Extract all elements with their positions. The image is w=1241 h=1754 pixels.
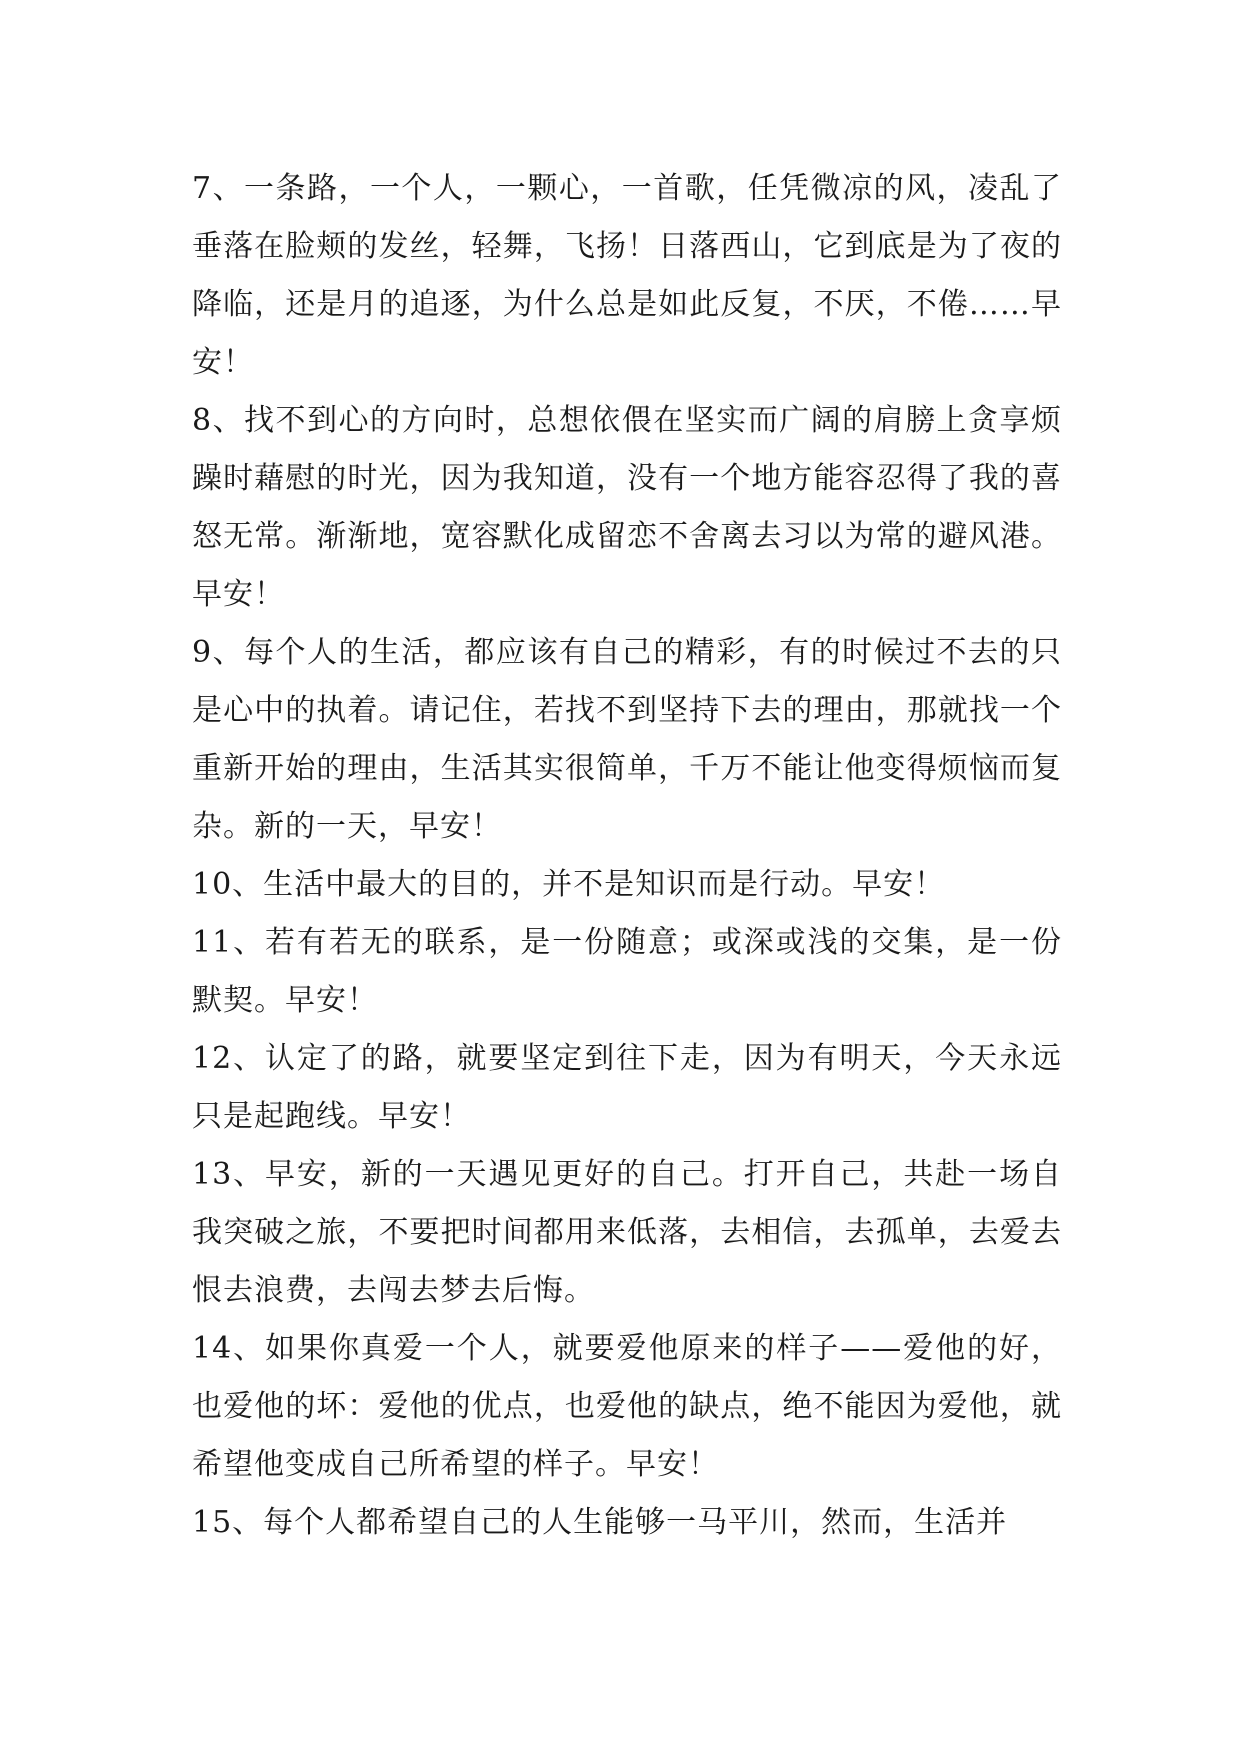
- document-body: [192, 160, 1062, 1552]
- paragraph-10: 10、生活中最大的目的，并不是知识而是行动。早安！: [192, 867, 946, 902]
- paragraph-15: 15、每个人都希望自己的人生能够一马平川，然而，生活并: [192, 1505, 1008, 1540]
- paragraph-7: 7、一条路，一个人，一颗心，一首歌，任凭微凉的风，凌乱了垂落在脸颊的发丝，轻舞，飞扬！日落西山，它到底是为了夜的降临，还是月的追逐，为什么总是如此反复，不厌，不倦……早安！: [192, 171, 1062, 380]
- paragraph-11: 11、若有若无的联系，是一份随意；或深或浅的交集，是一份默契。早安！: [192, 925, 1062, 1018]
- paragraph-14: 14、如果你真爱一个人，就要爱他原来的样子——爱他的好，也爱他的坏：爱他的优点，也爱他的缺点，绝不能因为爱他，就希望他变成自己所希望的样子。早安！: [192, 1331, 1062, 1482]
- paragraph-12: 12、认定了的路，就要坚定到往下走，因为有明天，今天永远只是起跑线。早安！: [192, 1041, 1062, 1134]
- paragraph-8: 8、找不到心的方向时，总想依偎在坚实而广阔的肩膀上贪享烦躁时藉慰的时光，因为我知道，没有一个地方能容忍得了我的喜怒无常。渐渐地，宽容默化成留恋不舍离去习以为常的避风港。早安！: [192, 403, 1062, 612]
- paragraph-13: 13、早安，新的一天遇见更好的自己。打开自己，共赴一场自我突破之旅，不要把时间都用来低落，去相信，去孤单，去爱去恨去浪费，去闯去梦去后悔。: [192, 1157, 1062, 1308]
- paragraph-9: 9、每个人的生活，都应该有自己的精彩，有的时候过不去的只是心中的执着。请记住，若找不到坚持下去的理由，那就找一个重新开始的理由，生活其实很简单，千万不能让他变得烦恼而复杂。新的一天，早安！: [192, 635, 1062, 844]
